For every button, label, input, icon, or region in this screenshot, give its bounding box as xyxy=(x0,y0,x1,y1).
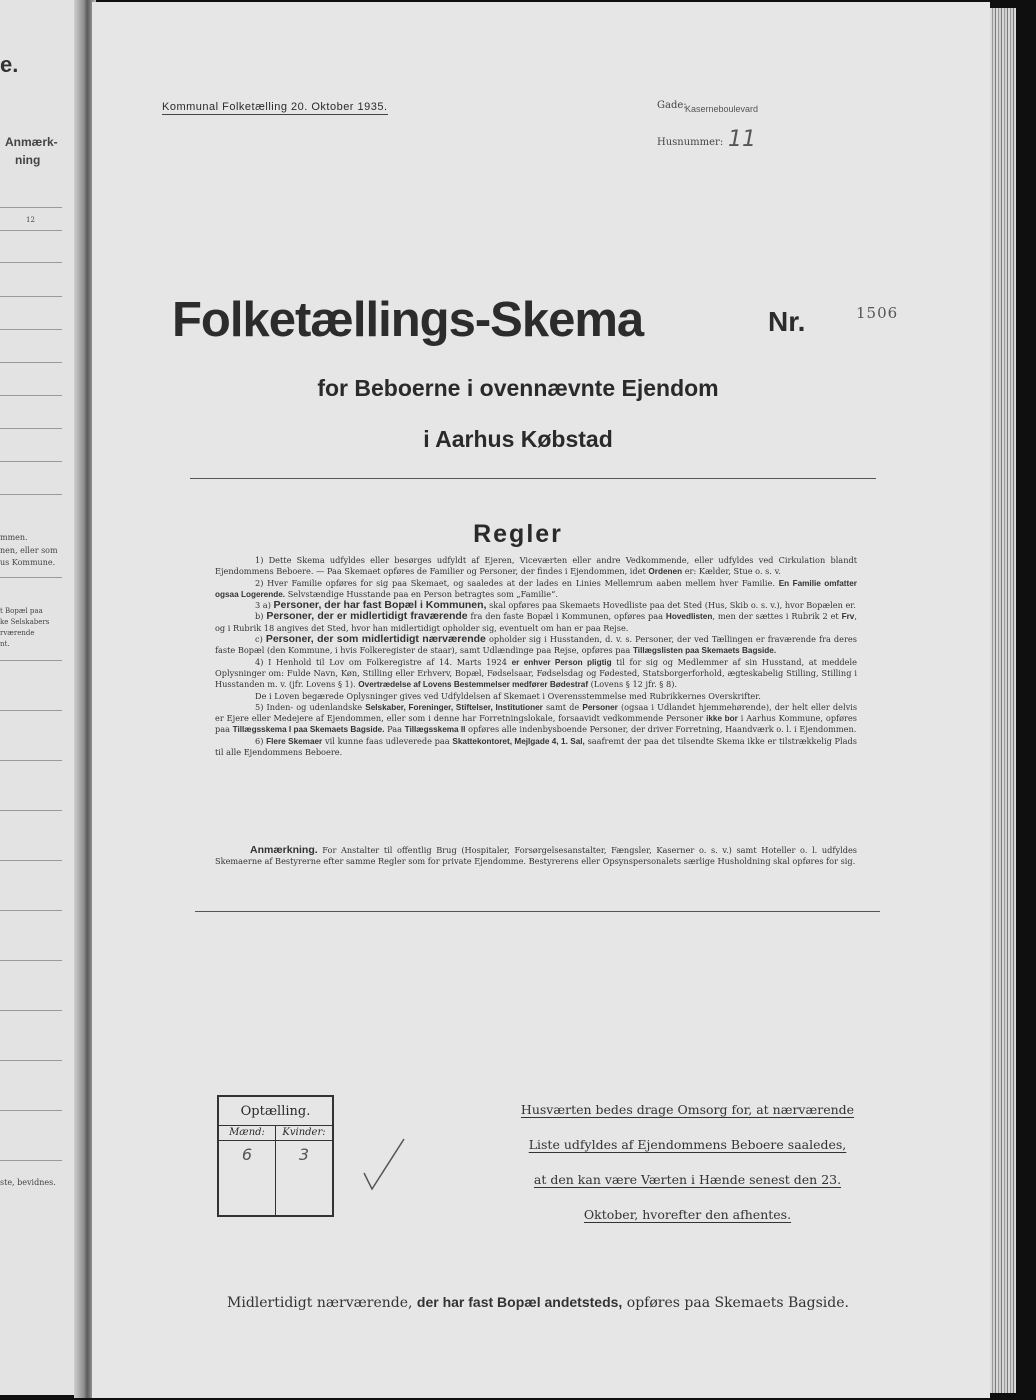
rule-3b: b) Personer, der er midlertidigt fraværende fra den faste Bopæl i Kommunen, opføres paa Hovedlisten, men der sættes i Rubrik 2 et Frv, og i Rubrik 18 angives det Sted, hvor han midlertidigt opholder sig, eventuelt om han er paa Rejse. xyxy=(215,610,857,633)
rules-body xyxy=(215,555,857,758)
rule-4-note: De i Loven begærede Oplysninger gives ved Udfyldelsen af Skemaet i Overensstemmelse med Rubrikkernes Overskrifter. xyxy=(255,690,761,701)
footer-line xyxy=(0,1294,1036,1311)
left-text-fragment: t Bopæl paa xyxy=(0,607,43,615)
footer-part-2: der har fast Bopæl andetsteds, xyxy=(416,1294,623,1310)
left-rule xyxy=(0,760,62,761)
husnummer-value: 11 xyxy=(728,127,756,152)
form-number-stamp: 1506 xyxy=(856,304,899,322)
divider xyxy=(195,911,880,912)
form-title: Folketællings-Skema xyxy=(172,293,644,347)
left-rule xyxy=(0,577,62,578)
note-block xyxy=(215,845,857,868)
checkmark-icon xyxy=(360,1135,410,1195)
left-rule xyxy=(0,1110,62,1111)
rules-heading: Regler xyxy=(473,520,563,548)
men-label: Mænd: xyxy=(219,1125,275,1141)
divider xyxy=(190,478,876,479)
left-rule xyxy=(0,296,62,297)
left-text-fragment: ke Selskabers xyxy=(0,618,50,626)
left-col-header-1: Anmærk- xyxy=(5,135,58,149)
left-rule xyxy=(0,329,62,330)
form-subtitle-1: for Beboerne i ovennævnte Ejendom xyxy=(317,375,719,401)
left-rule xyxy=(0,262,62,263)
left-rule xyxy=(0,362,62,363)
left-text-fragment: rværende xyxy=(0,629,35,637)
left-rule xyxy=(0,660,62,661)
left-rule xyxy=(0,494,62,495)
husnummer-label: Husnummer: xyxy=(657,137,724,148)
left-rule xyxy=(0,461,62,462)
left-text-fragment: us Kommune. xyxy=(0,558,56,567)
left-text-fragment: mmen. xyxy=(0,533,28,542)
note-label: Anmærkning. xyxy=(250,844,318,856)
count-col-men xyxy=(219,1125,276,1215)
form-number-label: Nr. xyxy=(768,306,806,337)
count-box xyxy=(217,1095,334,1217)
left-rule xyxy=(0,810,62,811)
host-notice-line-2: Liste udfyldes af Ejendommens Beboere saaledes, xyxy=(528,1137,847,1152)
host-notice-line-4: Oktober, hvorefter den afhentes. xyxy=(583,1207,792,1222)
left-rule xyxy=(0,1160,62,1161)
rule-3a: 3 a) Personer, der har fast Bopæl i Kommunen, skal opføres paa Skemaets Hovedliste paa det Sted (Hus, Skib o. s. v.), hvor Bopælen er. xyxy=(255,599,856,612)
left-col-header-2: ning xyxy=(15,153,41,167)
women-count: 3 xyxy=(298,1145,310,1164)
rule-6: 6) Flere Skemaer vil kunne faas udleverede paa Skattekontoret, Mejlgade 4, 1. Sal, saafremt der paa det tilsendte Skema ikke er tilstrækkelig Plads til alle Ejendommens Beboere. xyxy=(215,735,858,758)
left-rule xyxy=(0,1010,62,1011)
page-edges xyxy=(990,8,1016,1393)
women-label: Kvinder: xyxy=(276,1125,332,1141)
rule-5: 5) Inden- og udenlandske Selskaber, Foreninger, Stiftelser, Institutioner samt de Personer (ogsaa i Udlandet hjemmehørende), der helt eller delvis er Ejere eller Medejere af Ejendommen, eller som i denne har Forretningslokale, forsaavidt vedkommende Personer ikke bor i Aarhus Kommune, opføres paa Tillægsskema I paa Skemaets Bagside. Paa Tillægsskema II opføres alle indenbysboende Personer, der driver Forretning, Haandværk o. l. i Ejendommen. xyxy=(215,701,858,735)
footer-part-3: opføres paa Skemaets Bagside. xyxy=(626,1295,849,1311)
men-count: 6 xyxy=(241,1145,253,1164)
left-page-title-fragment: e. xyxy=(0,52,19,77)
left-rule xyxy=(0,910,62,911)
count-box-title: Optælling. xyxy=(219,1097,332,1126)
left-rule xyxy=(0,710,62,711)
left-page-fragment xyxy=(0,0,82,1395)
gade-label: Gade: xyxy=(657,100,687,111)
left-rule xyxy=(0,230,62,231)
gade-value: Kaserneboulevard xyxy=(685,104,759,114)
left-text-fragment: ste, bevidnes. xyxy=(0,1178,56,1187)
rule-1: 1) Dette Skema udfyldes eller besørges udfyldt af Ejeren, Viceværten eller andre Vedkommende, eller udfyldes ved Cirkulation blandt Ejendommens Beboere. — Paa Skemaet opføres de Familier og Personer, der findes i Ejendommen, idet Ordenen er: Kælder, Stue o. s. v. xyxy=(215,555,857,577)
count-col-women xyxy=(276,1125,332,1215)
host-notice-line-1: Husværten bedes drage Omsorg for, at nærværende xyxy=(520,1102,855,1117)
rule-4: 4) I Henhold til Lov om Folkeregistre af 14. Marts 1924 er enhver Person pligtig til for sig og Medlemmer af sin Husstand, at meddele Oplysninger om: Fulde Navn, Køn, Stilling eller Erhverv, Bopæl, Fødselsaar, Fødselsdag og Fødested, Statsborgerforhold, ægteskabelig Stilling, Stilling i Husstanden m. v. (jfr. Lovens § 1). Overtrædelse af Lovens Bestemmelser medfører Bødestraf (Lovens § 12 jfr. § 8). xyxy=(215,656,857,690)
rule-3c: c) Personer, der som midlertidigt nærværende opholder sig i Husstanden, d. v. s. Personer, der ved Tællingen er fraværende fra deres faste Bopæl (den Kommune, i hvis Folkeregister de staar), samt Udlændinge paa Rejse, opføres paa Tillægslisten paa Skemaets Bagside. xyxy=(215,633,857,656)
left-rule xyxy=(0,207,62,208)
left-rule xyxy=(0,860,62,861)
host-notice-line-3: at den kan være Værten i Hænde senest den 23. xyxy=(533,1172,842,1187)
note-text: For Anstalter til offentlig Brug (Hospitaler, Forsørgelsesanstalter, Fængsler, Kaserner o. s. v.) samt Hoteller o. l. udfyldes Skemaerne af Bestyrerne efter samme Regler som for private Ejendomme. Bestyrerens eller Opsynspersonalets særlige Husholdning skal opføres for sig. xyxy=(215,845,857,867)
left-col-number: 12 xyxy=(26,216,35,224)
left-rule xyxy=(0,960,62,961)
left-rule xyxy=(0,1060,62,1061)
left-text-fragment: nt. xyxy=(0,640,10,648)
rule-2: 2) Hver Familie opføres for sig paa Skemaet, og saaledes at der lades en Linies Mellemrum aaben mellem hver Familie. En Familie omfatter ogsaa Logerende. Selvstændige Husstande paa en Person betragtes som „Familie“. xyxy=(215,577,857,599)
left-text-fragment: nen, eller som xyxy=(0,546,58,555)
form-subtitle-2: i Aarhus Købstad xyxy=(423,426,613,452)
census-line: Kommunal Folketælling 20. Oktober 1935. xyxy=(162,101,388,113)
footer-part-1: Midlertidigt nærværende, xyxy=(227,1295,413,1311)
